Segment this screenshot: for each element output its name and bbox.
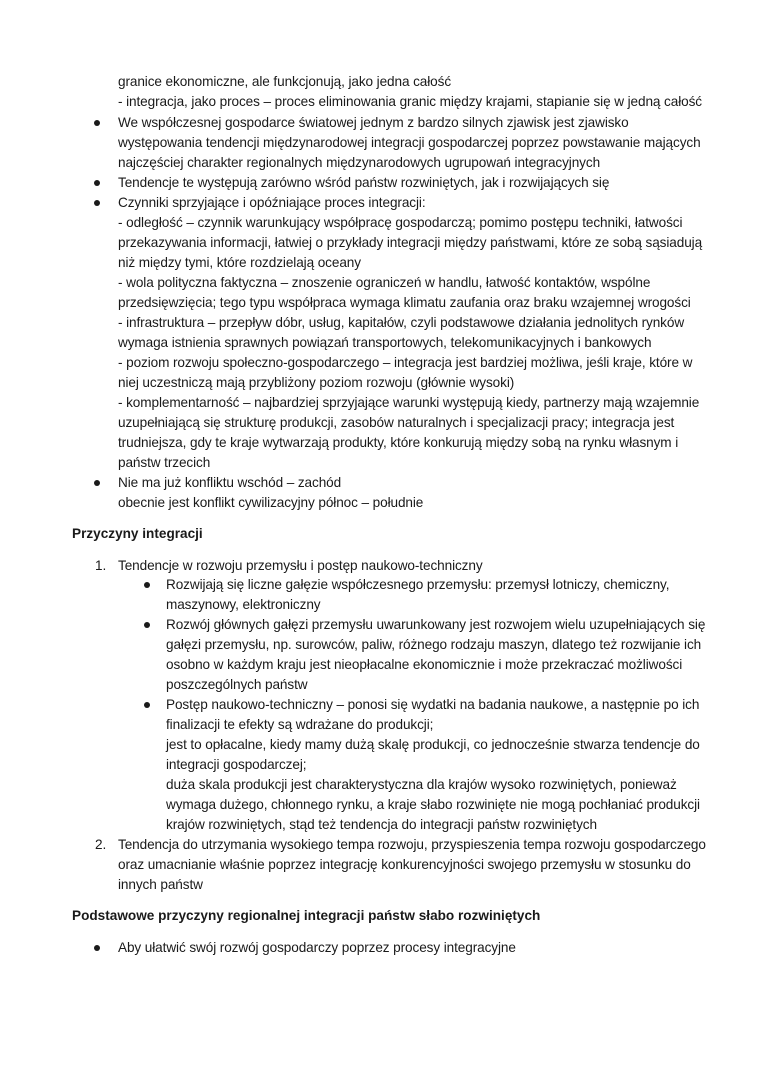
section-heading: Podstawowe przyczyny regionalnej integracji państw słabo rozwiniętych	[72, 908, 541, 923]
text-line: krajów rozwiniętych, stąd też tendencja do integracji państw rozwiniętych	[166, 817, 597, 832]
text-line: najczęściej charakter regionalnych międzynarodowych ugrupowań integracyjnych	[118, 155, 601, 170]
section-heading: Przyczyny integracji	[72, 526, 203, 541]
bullet-icon	[94, 120, 100, 126]
text-line: Postęp naukowo-techniczny – ponosi się wydatki na badania naukowe, a następnie po ich	[166, 697, 700, 712]
text-line: innych państw	[118, 877, 203, 892]
text-line: - komplementarność – najbardziej sprzyjające warunki występują kiedy, partnerzy mają wzajemnie	[118, 395, 700, 410]
bullet-icon	[94, 945, 100, 951]
text-line: - poziom rozwoju społeczno-gospodarczego – integracja jest bardziej możliwa, jeśli kraje, które w	[118, 355, 693, 370]
text-line: Aby ułatwić swój rozwój gospodarczy poprzez procesy integracyjne	[118, 940, 516, 955]
text-line: finalizacji te efekty są wdrażane do produkcji;	[166, 717, 434, 732]
text-line: niej uczestniczą mają przybliżony poziom rozwoju (głównie wysoki)	[118, 375, 515, 390]
text-line: - odległość – czynnik warunkujący współpracę gospodarczą; pomimo postępu techniki, łatwości	[118, 215, 683, 230]
text-line: państw trzecich	[118, 455, 211, 470]
text-line: - integracja, jako proces – proces eliminowania granic między krajami, stapianie się w jedną całość	[118, 94, 702, 109]
text-line: obecnie jest konflikt cywilizacyjny północ – południe	[118, 495, 424, 510]
list-number: 1.	[95, 558, 107, 573]
text-line: maszynowy, elektroniczny	[166, 597, 321, 612]
text-line: oraz umacnianie właśnie poprzez integrację konkurencyjności swojego przemysłu w stosunku do	[118, 857, 691, 872]
text-line: duża skala produkcji jest charakterystyczna dla krajów wysoko rozwiniętych, ponieważ	[166, 777, 677, 792]
text-line: wymaga istnienia sprawnych powiązań transportowych, telekomunikacyjnych i bankowych	[118, 335, 652, 350]
text-line: przedsięwzięcia; tego typu współpraca wymaga klimatu zaufania oraz braku wzajemnej wrogości	[118, 295, 691, 310]
text-line: przekazywania informacji, łatwiej o przykłady integracji między państwami, które ze sobą sąsiadują	[118, 235, 703, 250]
text-line: integracji gospodarczej;	[166, 757, 307, 772]
text-line: Rozwój głównych gałęzi przemysłu uwarunkowany jest rozwojem wielu uzupełniających się	[166, 617, 706, 632]
text-line: Tendencje te występują zarówno wśród państw rozwiniętych, jak i rozwijających się	[118, 175, 610, 190]
text-line: gałęzi przemysłu, np. surowców, paliw, różnego rodzaju maszyn, dlatego też rozwijanie ich	[166, 637, 702, 652]
text-line: - wola polityczna faktyczna – znoszenie ograniczeń w handlu, łatwość kontaktów, wspólne	[118, 275, 651, 290]
text-line: Tendencja do utrzymania wysokiego tempa rozwoju, przyspieszenia tempa rozwoju gospodarczego	[118, 837, 706, 852]
bullet-icon	[144, 622, 150, 628]
bullet-icon	[94, 180, 100, 186]
text-line: wymaga dużego, chłonnego rynku, a kraje słabo rozwinięte nie mogą pochłaniać produkcji	[166, 797, 700, 812]
bullet-icon	[94, 200, 100, 206]
text-line: poszczególnych państw	[166, 677, 308, 692]
text-line: Rozwijają się liczne gałęzie współczesnego przemysłu: przemysł lotniczy, chemiczny,	[166, 577, 670, 592]
bullet-icon	[144, 582, 150, 588]
text-line: jest to opłacalne, kiedy mamy dużą skalę produkcji, co jednocześnie stwarza tendencje do	[166, 737, 700, 752]
text-line: Nie ma już konfliktu wschód – zachód	[118, 475, 342, 490]
bullet-icon	[144, 702, 150, 708]
list-number: 2.	[95, 837, 107, 852]
text-line: We współczesnej gospodarce światowej jednym z bardzo silnych zjawisk jest zjawisko	[118, 115, 629, 130]
bullet-icon	[94, 480, 100, 486]
text-line: występowania tendencji międzynarodowej integracji gospodarczej poprzez powstawanie mających	[118, 135, 701, 150]
text-line: trudniejsza, gdy te kraje wytwarzają produkty, które konkurują między sobą na rynku własnym i	[118, 435, 679, 450]
text-line: Tendencje w rozwoju przemysłu i postęp naukowo-techniczny	[118, 558, 483, 573]
text-line: - infrastruktura – przepływ dóbr, usług, kapitałów, czyli podstawowe działania jednolitych rynków	[118, 315, 685, 330]
text-line: Czynniki sprzyjające i opóźniające proces integracji:	[118, 195, 426, 210]
text-line: uzupełniającą się strukturę produkcji, zasobów naturalnych i specjalizacji pracy; integracja jest	[118, 415, 675, 430]
text-line: osobno w każdym kraju jest nieopłacalne ekonomicznie i może przekraczać możliwości	[166, 657, 683, 672]
text-line: granice ekonomiczne, ale funkcjonują, jako jedna całość	[118, 74, 452, 89]
text-line: niż między tymi, które rozdzielają oceany	[118, 255, 361, 270]
